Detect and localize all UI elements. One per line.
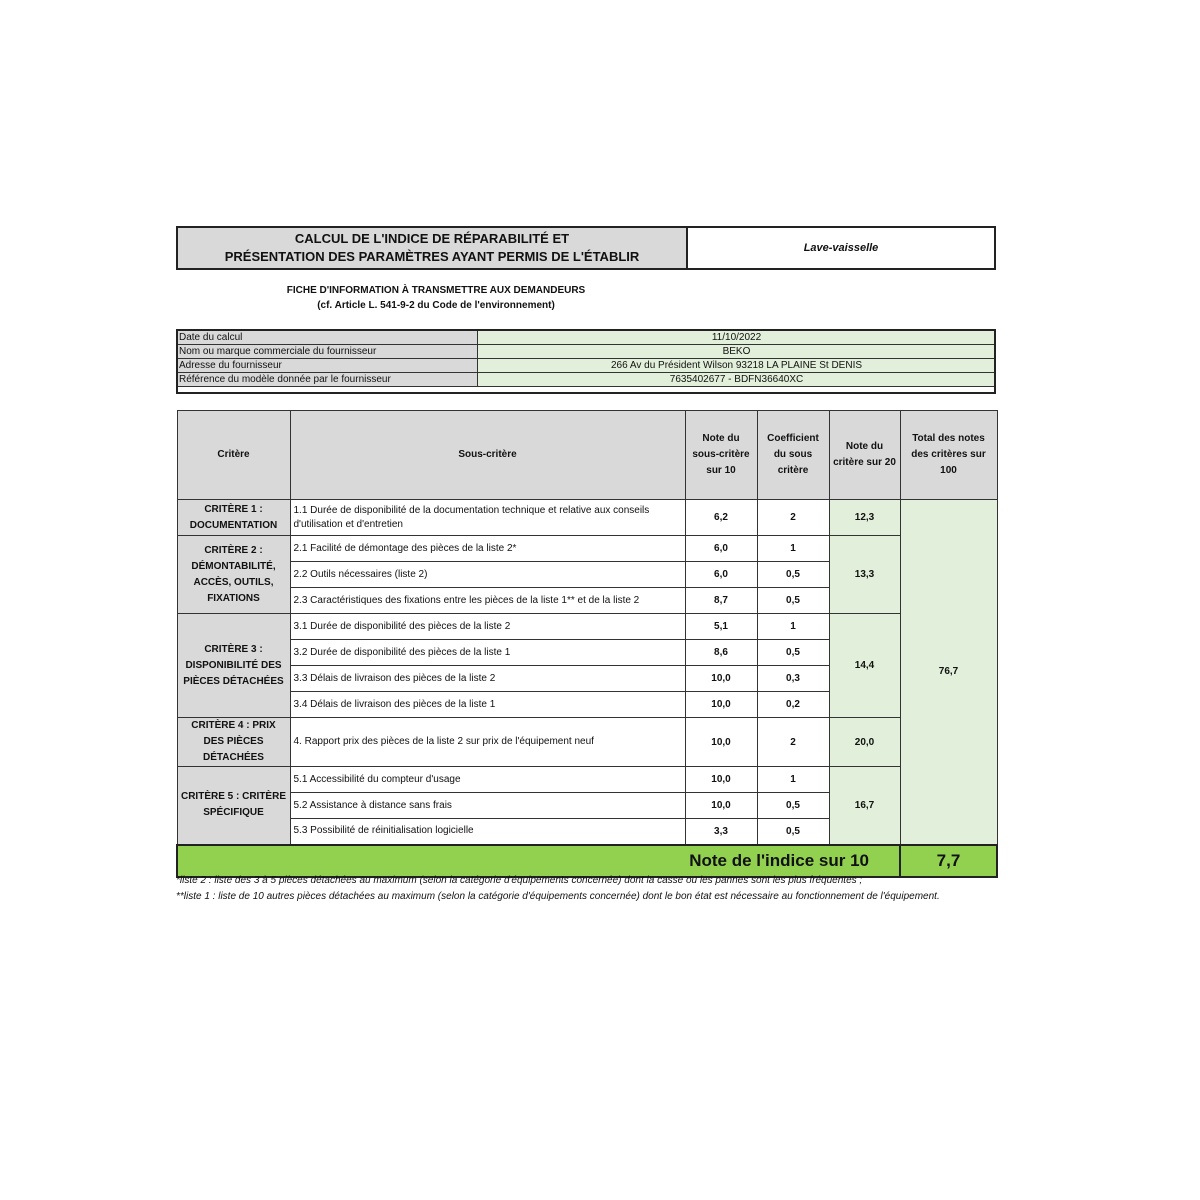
subcriterion-coef: 0,5 <box>757 562 829 588</box>
criterion-note20: 12,3 <box>829 500 900 536</box>
criterion-name: CRITÈRE 2 : DÉMONTABILITÉ, ACCÈS, OUTILS, FIXATIONS <box>177 536 290 614</box>
footnotes <box>176 873 976 905</box>
subcriterion-coef: 0,5 <box>757 819 829 845</box>
total-score: 76,7 <box>900 500 997 845</box>
col-header-total: Total des notes des critères sur 100 <box>900 411 997 500</box>
supplier-info-table <box>176 330 996 387</box>
subcriterion-coef: 0,3 <box>757 666 829 692</box>
subcriterion-note: 8,7 <box>685 588 757 614</box>
info-value: BEKO <box>478 345 996 359</box>
subcriterion-label: 2.1 Facilité de démontage des pièces de la liste 2* <box>290 536 685 562</box>
col-header-coef: Coefficient du sous critère <box>757 411 829 500</box>
subcriterion-label: 3.3 Délais de livraison des pièces de la liste 2 <box>290 666 685 692</box>
subheader-line-1: FICHE D'INFORMATION À TRANSMETTRE AUX DEMANDEURS <box>286 285 586 296</box>
subcriterion-note: 10,0 <box>685 793 757 819</box>
subcriterion-note: 5,1 <box>685 614 757 640</box>
col-header-critere: Critère <box>177 411 290 500</box>
criterion-name: CRITÈRE 5 : CRITÈRE SPÉCIFIQUE <box>177 767 290 845</box>
repairability-table <box>176 410 998 878</box>
table-row <box>177 767 997 793</box>
subcriterion-note: 3,3 <box>685 819 757 845</box>
final-score-value: 7,7 <box>900 845 997 877</box>
subcriterion-coef: 0,5 <box>757 793 829 819</box>
subcriterion-label: 5.1 Accessibilité du compteur d'usage <box>290 767 685 793</box>
title-line-1: CALCUL DE L'INDICE DE RÉPARABILITÉ ET <box>294 231 570 246</box>
subheader-line-2: (cf. Article L. 541-9-2 du Code de l'environnement) <box>317 300 555 311</box>
subcriterion-note: 10,0 <box>685 767 757 793</box>
criterion-name: CRITÈRE 1 : DOCUMENTATION <box>177 500 290 536</box>
footnote-liste-2: *liste 2 : liste des 3 à 5 pièces détachées au maximum (selon la catégorie d'équipements concernée) dont la casse ou les pannes sont les plus fréquentes ; <box>176 875 863 886</box>
info-label: Nom ou marque commerciale du fournisseur <box>177 345 478 359</box>
criterion-note20: 14,4 <box>829 614 900 718</box>
table-row <box>177 718 997 767</box>
table-row <box>177 536 997 562</box>
subcriterion-coef: 0,5 <box>757 588 829 614</box>
final-score-row <box>177 845 997 877</box>
subcriterion-note: 8,6 <box>685 640 757 666</box>
subcriterion-label: 3.4 Délais de livraison des pièces de la liste 1 <box>290 692 685 718</box>
subcriterion-label: 2.2 Outils nécessaires (liste 2) <box>290 562 685 588</box>
info-row <box>177 359 996 373</box>
info-label: Adresse du fournisseur <box>177 359 478 373</box>
subcriterion-coef: 2 <box>757 500 829 536</box>
product-type: Lave-vaisselle <box>803 242 879 254</box>
footnote-liste-1: **liste 1 : liste de 10 autres pièces détachées au maximum (selon la catégorie d'équipements concernée) dont le bon état est nécessaire au fonctionnement de l'équipement. <box>176 891 940 902</box>
subheader <box>176 283 696 313</box>
subcriterion-note: 10,0 <box>685 692 757 718</box>
subcriterion-coef: 1 <box>757 536 829 562</box>
criterion-note20: 20,0 <box>829 718 900 767</box>
subcriterion-label: 1.1 Durée de disponibilité de la documentation technique et relative aux conseils d'utilisation et d'entretien <box>290 500 685 536</box>
subcriterion-label: 2.3 Caractéristiques des fixations entre les pièces de la liste 1** et de la liste 2 <box>290 588 685 614</box>
document-title <box>178 228 688 268</box>
subcriterion-coef: 1 <box>757 767 829 793</box>
title-line-2: PRÉSENTATION DES PARAMÈTRES AYANT PERMIS DE L'ÉTABLIR <box>224 249 640 264</box>
table-row <box>177 500 997 536</box>
criterion-note20: 13,3 <box>829 536 900 614</box>
info-label: Référence du modèle donnée par le fournisseur <box>177 373 478 387</box>
subcriterion-coef: 1 <box>757 614 829 640</box>
subcriterion-note: 6,0 <box>685 562 757 588</box>
subcriterion-note: 10,0 <box>685 666 757 692</box>
header-block <box>176 226 996 270</box>
info-label: Date du calcul <box>177 331 478 345</box>
subcriterion-label: 3.1 Durée de disponibilité des pièces de la liste 2 <box>290 614 685 640</box>
col-header-sous-critere: Sous-critère <box>290 411 685 500</box>
subcriterion-note: 6,2 <box>685 500 757 536</box>
subcriterion-note: 6,0 <box>685 536 757 562</box>
info-row <box>177 345 996 359</box>
subcriterion-label: 3.2 Durée de disponibilité des pièces de la liste 1 <box>290 640 685 666</box>
info-row <box>177 373 996 387</box>
criterion-name: CRITÈRE 3 : DISPONIBILITÉ DES PIÈCES DÉTACHÉES <box>177 614 290 718</box>
subcriterion-label: 4. Rapport prix des pièces de la liste 2 sur prix de l'équipement neuf <box>290 718 685 767</box>
criterion-name: CRITÈRE 4 : PRIX DES PIÈCES DÉTACHÉES <box>177 718 290 767</box>
subcriterion-coef: 2 <box>757 718 829 767</box>
col-header-note20: Note du critère sur 20 <box>829 411 900 500</box>
table-header-row <box>177 411 997 500</box>
subcriterion-note: 10,0 <box>685 718 757 767</box>
subcriterion-coef: 0,2 <box>757 692 829 718</box>
subcriterion-label: 5.3 Possibilité de réinitialisation logicielle <box>290 819 685 845</box>
final-score-label: Note de l'indice sur 10 <box>177 845 900 877</box>
info-value: 266 Av du Président Wilson 93218 LA PLAINE St DENIS <box>478 359 996 373</box>
subcriterion-coef: 0,5 <box>757 640 829 666</box>
info-row <box>177 331 996 345</box>
subcriterion-label: 5.2 Assistance à distance sans frais <box>290 793 685 819</box>
col-header-note-sous: Note du sous-critère sur 10 <box>685 411 757 500</box>
info-value: 11/10/2022 <box>478 331 996 345</box>
criterion-note20: 16,7 <box>829 767 900 845</box>
table-row <box>177 614 997 640</box>
info-value: 7635402677 - BDFN36640XC <box>478 373 996 387</box>
